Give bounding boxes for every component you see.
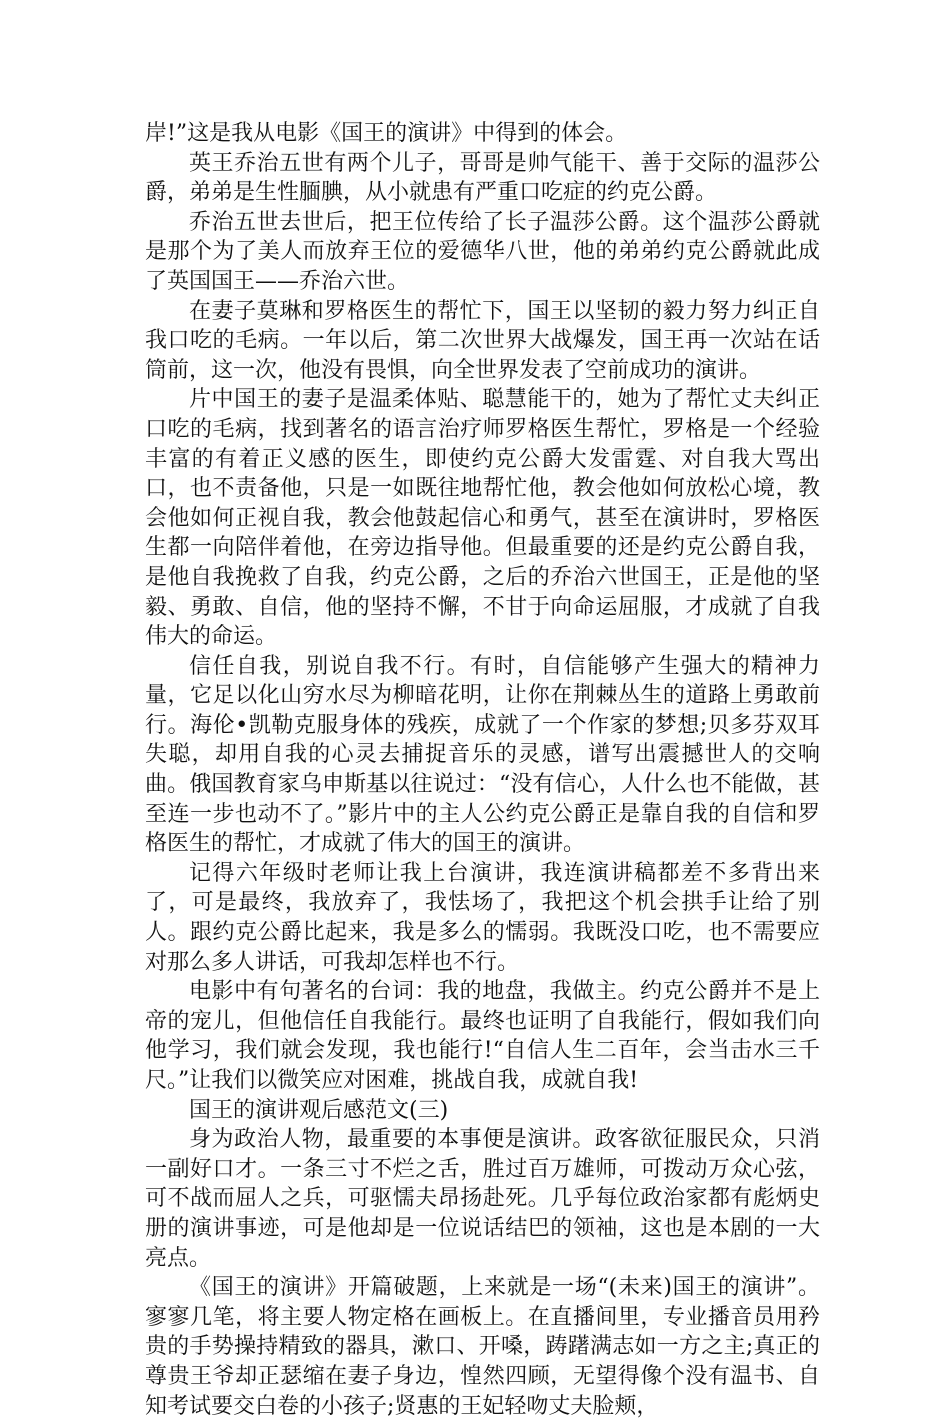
paragraph: 在妻子莫琳和罗格医生的帮忙下，国王以坚韧的毅力努力纠正自我口吃的毛病。一年以后，第二次世界大战爆发，国王再一次站在话筒前，这一次，他没有畏惧，向全世界发表了空前成功的演讲。	[145, 298, 820, 383]
paragraph: 《国王的演讲》开篇破题，上来就是一场“(未来)国王的演讲”。寥寥几笔，将主要人物定格在画板上。在直播间里，专业播音员用矜贵的手势操持精致的器具，漱口、开嗓，踌躇满志如一方之主;真正的尊贵王爷却正瑟缩在妻子身边，惶然四顾，无望得像个没有温书、自知考试要交白卷的小孩子;贤惠的王妃轻吻丈夫脸颊，	[145, 1275, 820, 1419]
paragraph: 电影中有句著名的台词：我的地盘，我做主。约克公爵并不是上帝的宠儿，但他信任自我能行。最终也证明了自我能行，假如我们向他学习，我们就会发现，我也能行!“自信人生二百年，会当击水三千尺。”让我们以微笑应对困难，挑战自我，成就自我!	[145, 979, 820, 1093]
paragraph: 片中国王的妻子是温柔体贴、聪慧能干的，她为了帮忙丈夫纠正口吃的毛病，找到著名的语言治疗师罗格医生帮忙，罗格是一个经验丰富的有着正义感的医生，即使约克公爵大发雷霆、对自我大骂出口，也不责备他，只是一如既往地帮忙他，教会他如何放松心境，教会他如何正视自我，教会他鼓起信心和勇气，甚至在演讲时，罗格医生都一向陪伴着他，在旁边指导他。但最重要的还是约克公爵自我，是他自我挽救了自我，约克公爵，之后的乔治六世国王，正是他的坚毅、勇敢、自信，他的坚持不懈，不甘于向命运屈服，才成就了自我伟大的命运。	[145, 387, 820, 650]
document-body	[145, 119, 820, 1421]
paragraph: 身为政治人物，最重要的本事便是演讲。政客欲征服民众，只消一副好口才。一条三寸不烂之舌，胜过百万雄师，可拨动万众心弦，可不战而屈人之兵，可驱懦夫昂扬赴死。几乎每位政治家都有彪炳史册的演讲事迹，可是他却是一位说话结巴的领袖，这也是本剧的一大亮点。	[145, 1127, 820, 1271]
paragraph: 记得六年级时老师让我上台演讲，我连演讲稿都差不多背出来了，可是最终，我放弃了，我怯场了，我把这个机会拱手让给了别人。跟约克公爵比起来，我是多么的懦弱。我既没口吃，也不需要应对那么多人讲话，可我却怎样也不行。	[145, 860, 820, 975]
section-heading: 国王的演讲观后感范文(三)	[189, 1097, 449, 1123]
paragraph: 英王乔治五世有两个儿子，哥哥是帅气能干、善于交际的温莎公爵，弟弟是生性腼腆，从小就患有严重口吃症的约克公爵。	[145, 150, 820, 206]
paragraph: 岸!”这是我从电影《国王的演讲》中得到的体会。	[145, 121, 628, 146]
paragraph: 信任自我，别说自我不行。有时，自信能够产生强大的精神力量，它足以化山穷水尽为柳暗花明，让你在荆棘丛生的道路上勇敢前行。海伦•凯勒克服身体的残疾，成就了一个作家的梦想;贝多芬双耳失聪，却用自我的心灵去捕捉音乐的灵感，谱写出震撼世人的交响曲。俄国教育家乌申斯基以往说过：“没有信心，人什么也不能做，甚至连一步也动不了。”影片中的主人公约克公爵正是靠自我的自信和罗格医生的帮忙，才成就了伟大的国王的演讲。	[145, 653, 820, 857]
paragraph: 乔治五世去世后，把王位传给了长子温莎公爵。这个温莎公爵就是那个为了美人而放弃王位的爱德华八世，他的弟弟约克公爵就此成了英国国王——乔治六世。	[145, 209, 820, 294]
